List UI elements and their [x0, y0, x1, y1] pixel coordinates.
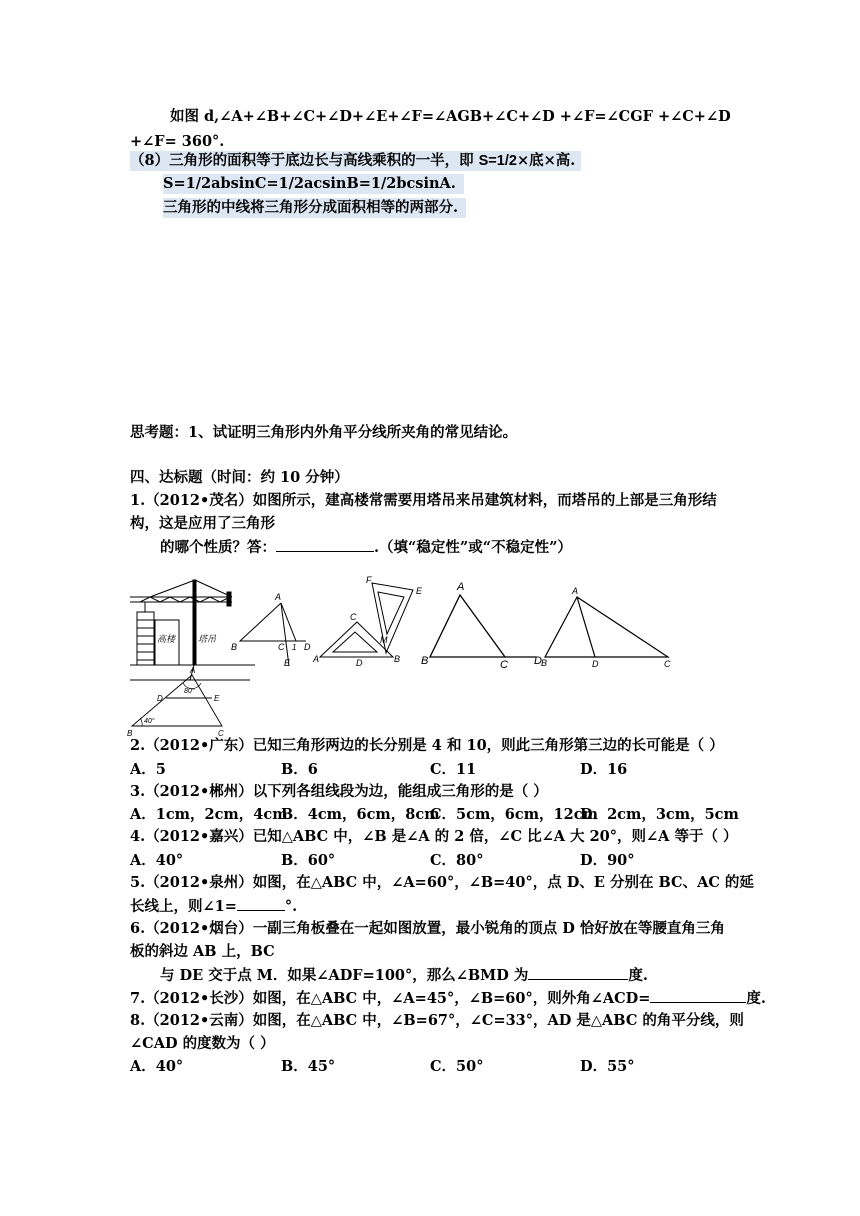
f4-label-d: D: [534, 655, 542, 667]
item-8-line-3: 三角形的中线将三角形分成面积相等的两部分.: [163, 198, 466, 218]
crane-building-label: 高楼: [157, 634, 176, 644]
intro-line-1: 如图 d,∠A+∠B+∠C+∠D+∠E+∠F=∠AGB+∠C+∠D +∠F=∠CGF +∠C+∠D: [170, 108, 731, 125]
f2-label-d: D: [304, 642, 311, 652]
f6-label-a: A: [190, 666, 196, 675]
f2-label-e: E: [284, 658, 291, 668]
q3-option-d[interactable]: D．2cm，3cm，5cm: [580, 806, 739, 823]
q8-line-1: 8.（2012•云南）如图，在△ABC 中，∠B=67°，∠C=33°，AD 是△ABC 的角平分线，则: [130, 1012, 744, 1029]
q3-stem: 3.（2012•郴州）以下列各组线段为边，能组成三角形的是（ ）: [130, 783, 548, 800]
q6-prefix: 与 DE 交于点 M．如果∠ADF=100°，那么∠BMD 为: [160, 967, 529, 984]
q4-option-c[interactable]: C．80°: [430, 852, 484, 869]
item-8-line-2: S=1/2absinC=1/2acsinB=1/2bcsinA.: [163, 174, 464, 194]
f3-label-m: M: [380, 635, 388, 645]
f2-label-a: A: [275, 592, 282, 602]
q6-line-3: [160, 965, 648, 986]
figures-panel: [0, 570, 860, 740]
q2-option-b[interactable]: B．6: [281, 761, 318, 778]
tower-crane-figure: [130, 580, 255, 680]
q4-option-a[interactable]: A．40°: [130, 852, 184, 869]
f5-label-d: D: [592, 659, 599, 669]
q8-option-c[interactable]: C．50°: [430, 1058, 484, 1075]
q5-prefix: 长线上，则∠1=: [130, 898, 237, 915]
f6-label-d: D: [157, 694, 163, 703]
q2-option-c[interactable]: C．11: [430, 761, 477, 778]
item-8-formula: S=1/2: [478, 153, 517, 169]
q7-prefix: 7.（2012•长沙）如图，在△ABC 中，∠A=45°，∠B=60°，则外角∠ACD=: [130, 990, 651, 1007]
f2-label-b: B: [231, 642, 238, 652]
f3-label-a: A: [313, 654, 320, 664]
q4-stem: 4.（2012•嘉兴）已知△ABC 中，∠B 是∠A 的 2 倍，∠C 比∠A 大 20°，则∠A 等于（ ）: [130, 828, 738, 845]
item-8-text-a: （8）三角形的面积等于底边长与高线乘积的一半，即: [130, 152, 479, 169]
set-squares-figure: [312, 575, 423, 668]
q6-line-1: 6.（2012•烟台）一副三角板叠在一起如图放置，最小锐角的顶点 D 恰好放在等腰直角三角: [130, 920, 725, 937]
q6-suffix: 度.: [628, 967, 648, 984]
q3-option-b[interactable]: B．4cm，6cm，8cm: [281, 806, 440, 823]
q6-line-2: 板的斜边 AB 上，BC: [130, 943, 275, 960]
f6-label-40: 40°: [144, 718, 155, 725]
item-8-line-1: [130, 151, 581, 171]
f6-label-e: E: [214, 694, 220, 703]
f6-label-80: 80°: [184, 688, 195, 695]
q1-line-3: [160, 537, 572, 558]
f2-label-1: 1: [292, 643, 297, 652]
f6-label-c: C: [218, 729, 224, 738]
q7-suffix: 度.: [746, 990, 766, 1007]
f5-label-b: B: [541, 658, 548, 668]
think-question: 思考题：1、试证明三角形内外角平分线所夹角的常见结论。: [130, 424, 518, 441]
q2-option-a[interactable]: A．5: [130, 761, 166, 778]
f3-label-c: C: [350, 612, 357, 622]
intro-line-2: +∠F= 360°.: [130, 133, 225, 150]
triangle-de-figure: [127, 666, 224, 738]
f3-label-f: F: [366, 575, 372, 585]
q5-suffix: °.: [284, 898, 298, 915]
q6-answer-blank[interactable]: [528, 965, 628, 980]
f2-label-c: C: [278, 642, 285, 652]
q8-line-2: ∠CAD 的度数为（ ）: [130, 1035, 275, 1052]
section-title: 四、达标题（时间：约 10 分钟）: [130, 469, 349, 486]
q7-answer-blank[interactable]: [650, 988, 746, 1003]
f3-label-e: E: [416, 586, 423, 596]
q1-line-1: 1.（2012•茂名）如图所示，建高楼常需要用塔吊来吊建筑材料，而塔吊的上部是三角形结: [130, 492, 717, 509]
q8-option-d[interactable]: D．55°: [580, 1058, 635, 1075]
q3-option-c[interactable]: C．5cm，6cm，12cm: [430, 806, 598, 823]
f4-label-b: B: [421, 655, 429, 667]
q8-option-a[interactable]: A．40°: [130, 1058, 184, 1075]
q2-stem: 2.（2012•广东）已知三角形两边的长分别是 4 和 10，则此三角形第三边的长可能是（ ）: [130, 737, 724, 754]
q8-option-b[interactable]: B．45°: [281, 1058, 336, 1075]
f3-label-b: B: [394, 654, 401, 664]
q4-option-b[interactable]: B．60°: [281, 852, 336, 869]
q3-option-a[interactable]: A．1cm，2cm，4cm: [130, 806, 288, 823]
q1-answer-blank[interactable]: [276, 537, 374, 552]
exterior-angle-figure: [231, 592, 311, 668]
triangle-acd-figure: [421, 581, 542, 671]
f4-label-a: A: [457, 581, 465, 593]
f4-label-c: C: [500, 659, 508, 671]
q4-option-d[interactable]: D．90°: [580, 852, 635, 869]
q1-answer-prefix: 的哪个性质？答：: [160, 539, 276, 556]
f3-label-d: D: [356, 658, 363, 668]
q1-line-2: 构，这是应用了三角形: [130, 515, 275, 532]
f6-label-b: B: [127, 729, 133, 738]
f5-label-c: C: [664, 659, 671, 669]
q5-line-1: 5.（2012•泉州）如图，在△ABC 中，∠A=60°，∠B=40°，点 D、E 分别在 BC、AC 的延: [130, 874, 754, 891]
crane-tower-label: 塔吊: [198, 634, 217, 644]
q5-answer-blank[interactable]: [237, 896, 285, 911]
q5-line-2: [130, 896, 297, 917]
f5-label-a: A: [572, 586, 579, 596]
q7-line-1: [130, 988, 766, 1009]
item-8-text-c: ×底×高.: [516, 152, 576, 169]
q1-answer-suffix: .（填“稳定性”或“不稳定性”）: [374, 539, 572, 556]
angle-bisector-figure: [541, 586, 671, 669]
q2-option-d[interactable]: D．16: [580, 761, 628, 778]
